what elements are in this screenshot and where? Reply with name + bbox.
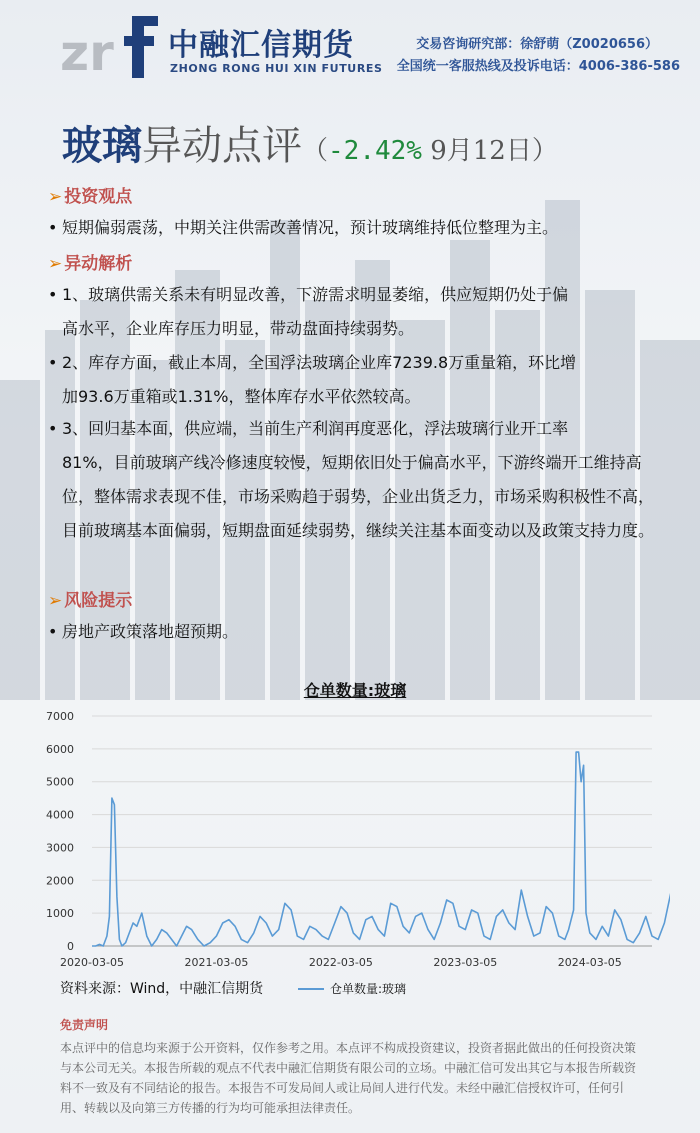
bullet: • <box>48 353 58 372</box>
data-source: 资料来源：Wind，中融汇信期货 <box>60 981 264 997</box>
brand-name-cn: 中融汇信期货 <box>168 28 354 63</box>
section-investment-view <box>48 182 132 207</box>
analysis-point-3 <box>48 412 668 548</box>
svg-text:zr: zr <box>60 24 114 82</box>
x-tick-label: 2022-03-05 <box>308 956 373 969</box>
price-change: -2.42% <box>328 136 422 166</box>
paragraph-text: 房地产政策落地超预期。 <box>62 622 239 641</box>
warehouse-receipt-chart <box>40 672 670 1002</box>
paragraph-text: 加93.6万重箱或1.31%，整体库存水平依然较高。 <box>62 387 421 406</box>
y-tick-label: 0 <box>67 940 74 953</box>
title-paren: （ <box>302 136 329 166</box>
analysis-point-1 <box>48 278 668 346</box>
disclaimer-text: 本点评中的信息均来源于公开资料，仅作参考之用。本点评不构成投资建议，投资者据此做出的任何投资决策与本公司无关。本报告所载的观点不代表中融汇信期货有限公司的立场。中融汇信可发出其它与本报告所载资料不一致及有不同结论的报告。本报告不可发局间人或让局间人进行代发。未经中融汇信授权许可，任何引用、转载以及向第三方传播的行为均可能承担法律责任。 <box>60 1041 637 1115</box>
section-analysis <box>48 249 132 274</box>
paragraph-text: 短期偏弱震荡，中期关注供需改善情况，预计玻璃维持低位整理为主。 <box>62 218 559 237</box>
y-tick-label: 6000 <box>46 742 74 756</box>
y-tick-label: 2000 <box>46 874 74 888</box>
paragraph-text: 1、玻璃供需关系未有明显改善，下游需求明显萎缩，供应短期仍处于偏 <box>62 285 569 304</box>
disclaimer-heading: 免责声明 <box>60 1018 109 1032</box>
company-logo-icon <box>60 12 160 82</box>
arrow-icon: ➢ <box>48 254 63 274</box>
arrow-icon: ➢ <box>48 187 63 207</box>
line-chart <box>40 702 670 1002</box>
x-tick-label: 2020-03-05 <box>60 956 124 969</box>
bullet: • <box>48 622 58 641</box>
legend-label: 仓单数量:玻璃 <box>330 982 407 996</box>
paragraph-text: 高水平，企业库存压力明显，带动盘面持续弱势。 <box>62 319 415 338</box>
chart-legend <box>298 980 406 997</box>
y-tick-label: 5000 <box>46 775 74 789</box>
x-tick-label: 2024-03-05 <box>557 956 622 969</box>
bullet: • <box>48 419 58 438</box>
risk-text <box>48 615 668 649</box>
title-type: 异动点评 <box>142 123 302 169</box>
x-tick-label: 2021-03-05 <box>184 956 249 969</box>
bullet: • <box>48 218 58 237</box>
y-tick-label: 3000 <box>46 841 74 855</box>
paragraph-text: 2、库存方面，截止本周，全国浮法玻璃企业库7239.8万重量箱，环比增 <box>62 353 577 372</box>
analyst-contact: 交易咨询研究部：徐舒萌（Z0020656） <box>416 37 658 52</box>
investment-view-text <box>48 211 668 245</box>
analysis-point-2 <box>48 346 668 414</box>
paragraph-text: 81%，目前玻璃产线冷修速度较慢，短期依旧处于偏高水平，下游终端开工维持高位，整体需求表现不佳，市场采购趋于弱势，企业出货乏力，市场采购积极性不高，目前玻璃基本面偏弱，短期盘面延续弱势，继续关注基本面变动以及政策支持力度。 <box>62 453 655 540</box>
legend-swatch <box>298 988 324 990</box>
y-tick-label: 4000 <box>46 808 74 822</box>
hotline-contact: 全国统一客服热线及投诉电话：4006-386-586 <box>396 59 680 74</box>
section-risk <box>48 586 132 611</box>
series-line <box>92 752 670 946</box>
report-title <box>62 114 558 171</box>
arrow-icon: ➢ <box>48 591 63 611</box>
y-tick-label: 7000 <box>46 710 74 723</box>
section-heading: 异动解析 <box>64 254 133 274</box>
x-tick-label: 2023-03-05 <box>433 956 498 969</box>
y-tick-label: 1000 <box>46 907 74 921</box>
section-heading: 风险提示 <box>64 591 133 611</box>
title-date: 9月12日） <box>421 136 558 166</box>
paragraph-text: 3、回归基本面，供应端，当前生产利润再度恶化，浮法玻璃行业开工率 <box>62 419 569 438</box>
chart-title: 仓单数量:玻璃 <box>303 681 407 700</box>
section-heading: 投资观点 <box>64 187 133 207</box>
report-header <box>0 0 700 95</box>
brand-name-en: ZHONG RONG HUI XIN FUTURES <box>170 62 383 75</box>
bullet: • <box>48 285 58 304</box>
title-product: 玻璃 <box>62 122 142 169</box>
